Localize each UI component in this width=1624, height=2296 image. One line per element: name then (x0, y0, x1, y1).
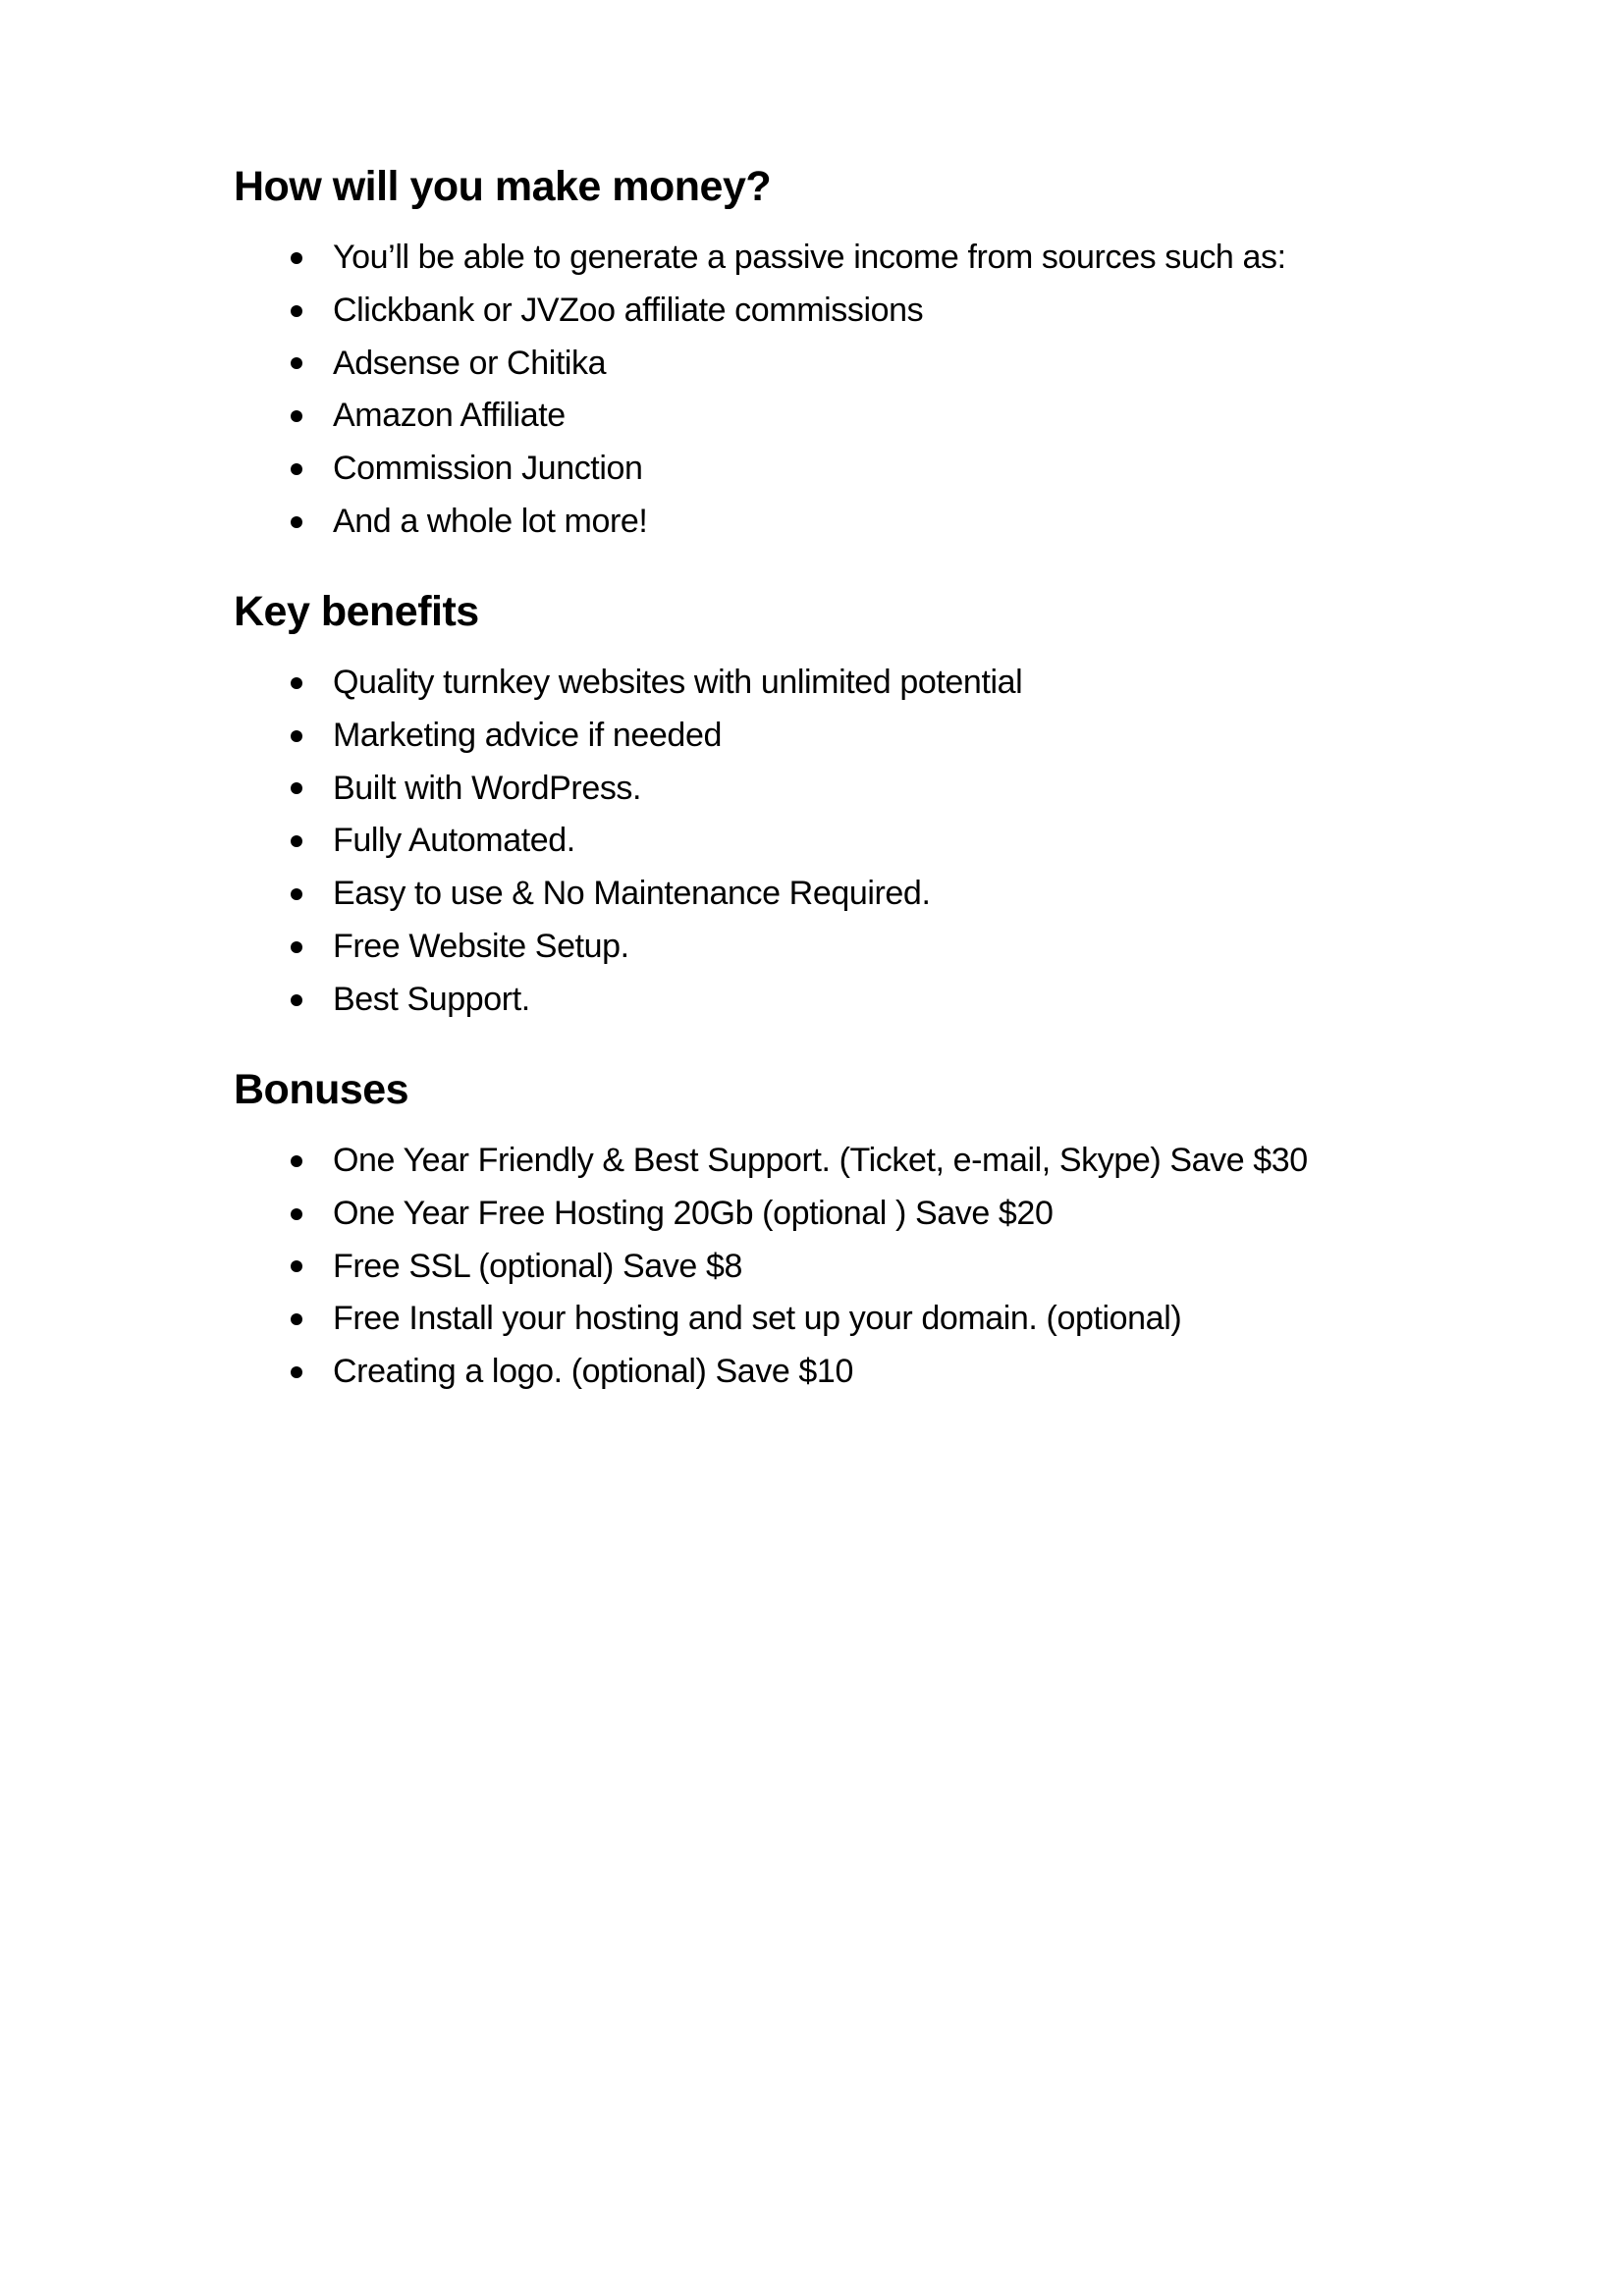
list-item (234, 657, 1412, 710)
list-item-text: Quality turnkey websites with unlimited potential (333, 664, 1023, 701)
bullet-icon (291, 1260, 302, 1272)
bullet-icon (291, 994, 302, 1006)
list-item (234, 338, 1412, 391)
list-item (234, 868, 1412, 921)
bullet-icon (291, 1313, 302, 1325)
list-item-text: You’ll be able to generate a passive income from sources such as: (333, 239, 1286, 276)
list-item-text: Free Website Setup. (333, 927, 629, 965)
list-item-text: Best Support. (333, 980, 530, 1018)
bullet-icon (291, 941, 302, 953)
list-item (234, 285, 1412, 338)
bullet-icon (291, 463, 302, 475)
bullet-icon (291, 252, 302, 264)
bullet-icon (291, 1155, 302, 1167)
section-heading: Key benefits (234, 588, 479, 635)
bullet-icon (291, 305, 302, 317)
bullet-icon (291, 782, 302, 794)
bullet-list (234, 657, 1412, 1027)
bullet-icon (291, 357, 302, 369)
list-item (234, 1188, 1412, 1241)
list-item (234, 496, 1412, 549)
bullet-icon (291, 1366, 302, 1378)
bullet-icon (291, 888, 302, 900)
list-item-text: Free Install your hosting and set up your domain. (optional) (333, 1300, 1182, 1338)
list-item (234, 443, 1412, 496)
bullet-icon (291, 410, 302, 422)
bullet-list (234, 232, 1412, 549)
list-item-text: Marketing advice if needed (333, 716, 722, 754)
list-item (234, 1241, 1412, 1294)
list-item (234, 1346, 1412, 1399)
list-item-text: One Year Friendly & Best Support. (Ticket, e-mail, Skype) Save $30 (333, 1142, 1308, 1179)
list-item-text: Fully Automated. (333, 822, 575, 860)
list-item (234, 232, 1412, 285)
list-item-text: And a whole lot more! (333, 502, 648, 540)
list-item (234, 815, 1412, 868)
list-item (234, 1293, 1412, 1346)
list-item-text: Built with WordPress. (333, 769, 642, 807)
section-make-money (234, 157, 1412, 549)
list-item-text: Amazon Affiliate (333, 397, 566, 435)
list-item (234, 763, 1412, 816)
list-item (234, 921, 1412, 974)
section-heading: How will you make money? (234, 163, 772, 210)
list-item-text: Easy to use & No Maintenance Required. (333, 875, 931, 913)
bullet-icon (291, 1208, 302, 1220)
list-item-text: Commission Junction (333, 450, 643, 488)
section-key-benefits (234, 582, 1412, 1027)
list-item-text: Adsense or Chitika (333, 344, 607, 382)
list-item-text: Free SSL (optional) Save $8 (333, 1247, 742, 1285)
section-bonuses (234, 1060, 1412, 1399)
bullet-icon (291, 516, 302, 528)
section-heading: Bonuses (234, 1066, 409, 1113)
list-item-text: One Year Free Hosting 20Gb (optional ) Save $20 (333, 1194, 1054, 1232)
list-item (234, 710, 1412, 763)
list-item-text: Creating a logo. (optional) Save $10 (333, 1353, 853, 1391)
list-item (234, 1135, 1412, 1188)
bullet-list (234, 1135, 1412, 1399)
list-item (234, 390, 1412, 443)
list-item-text: Clickbank or JVZoo affiliate commissions (333, 291, 924, 329)
list-item (234, 974, 1412, 1027)
bullet-icon (291, 835, 302, 847)
bullet-icon (291, 677, 302, 689)
bullet-icon (291, 730, 302, 742)
